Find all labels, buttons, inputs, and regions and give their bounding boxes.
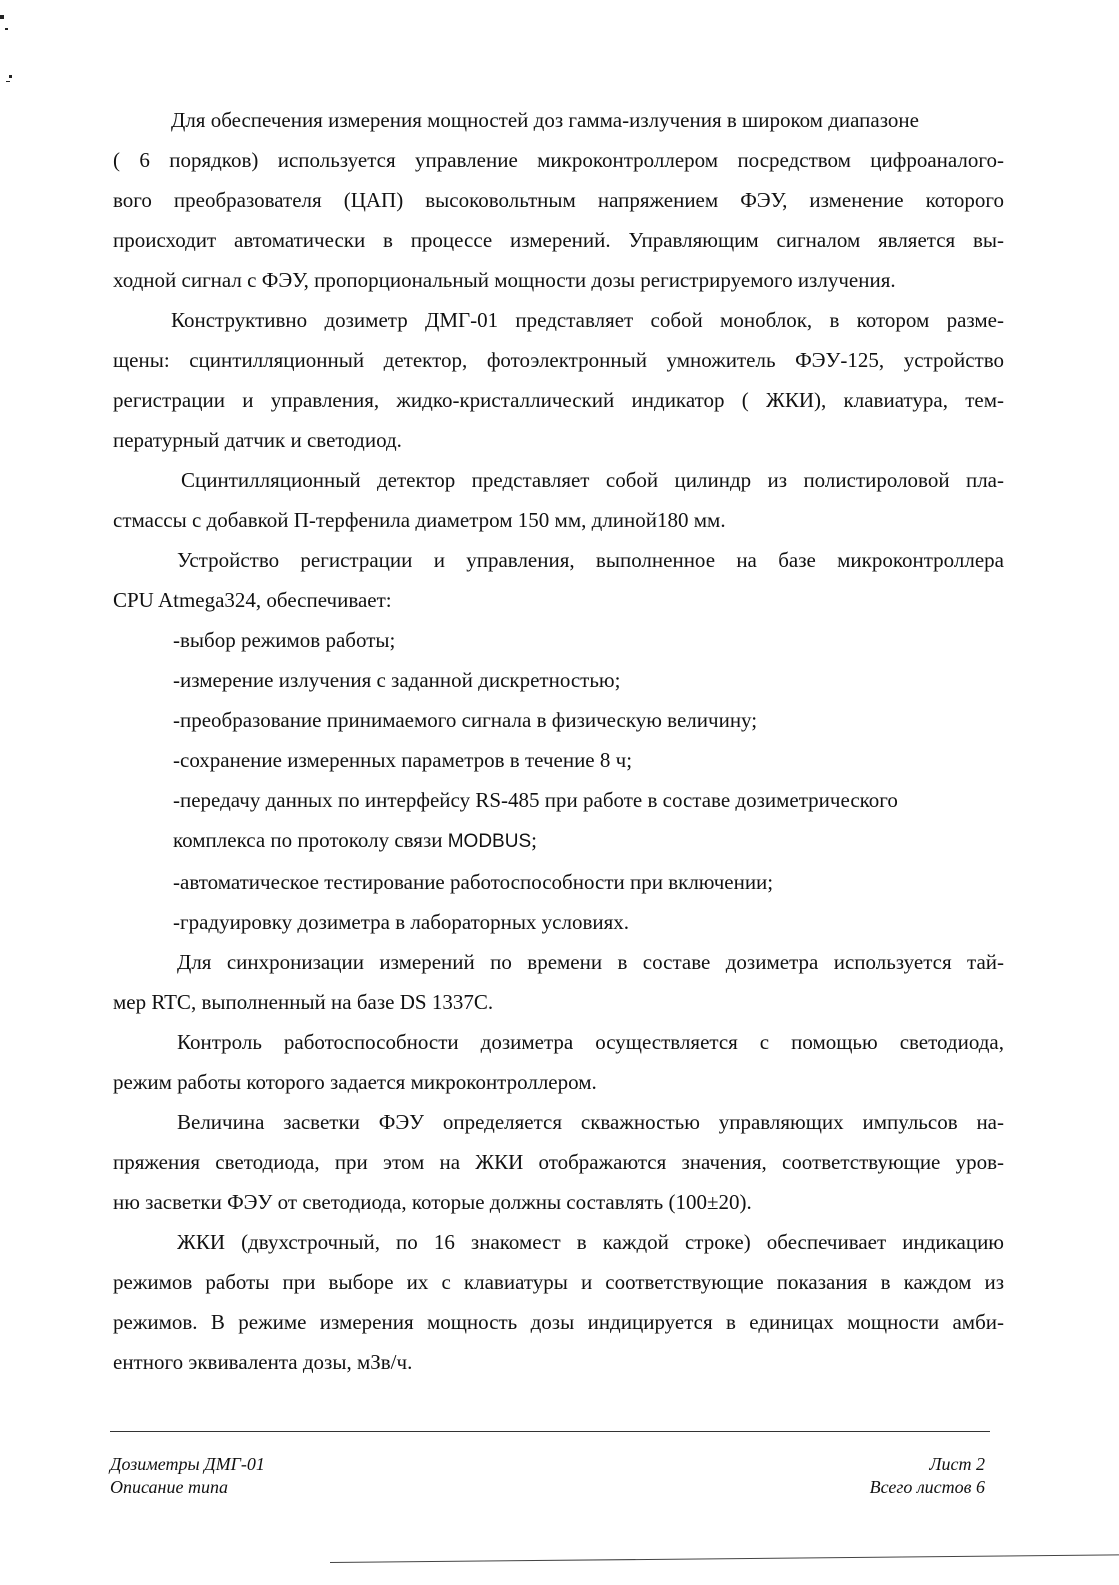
text-line: ( 6 порядков) используется управление микроконтроллером посредством цифроаналого- (113, 148, 1004, 172)
paragraph-rtc (113, 942, 1004, 1022)
text-line: Сцинтилляционный детектор представляет собой цилиндр из полистироловой пла- (181, 468, 1004, 492)
scan-artifact (0, 15, 4, 19)
text-line: ентного эквивалента дозы, мЗв/ч. (113, 1350, 413, 1374)
list-item: -преобразование принимаемого сигнала в физическую величину; (173, 708, 758, 732)
list-item-text: -передачу данных по интерфейсу RS-485 при работе в составе дозиметрического (173, 788, 898, 812)
text-line: Устройство регистрации и управления, выполненное на базе микроконтроллера (177, 548, 1004, 572)
paragraph-gamma-range (113, 100, 1004, 300)
text-line: ЖКИ (двухстрочный, по 16 знакомест в каждой строке) обеспечивает индикацию (177, 1230, 1004, 1254)
paragraph-construction (113, 300, 1004, 460)
list-item (113, 780, 1004, 862)
text-line: происходит автоматически в процессе измерений. Управляющим сигналом является вы- (113, 228, 1004, 252)
document-body (113, 100, 1004, 1382)
list-item: -сохранение измеренных параметров в течение 8 ч; (173, 748, 633, 772)
footer-product-name: Дозиметры ДМГ-01 (110, 1454, 265, 1474)
text-line: режимов. В режиме измерения мощность дозы индицируется в единицах мощности амби- (113, 1310, 1004, 1334)
text-line: ходной сигнал с ФЭУ, пропорциональный мощности дозы регистрируемого излучения. (113, 268, 896, 292)
text-line: пряжения светодиода, при этом на ЖКИ отображаются значения, соответствующие уров- (113, 1150, 1004, 1174)
text-line: Конструктивно дозиметр ДМГ-01 представляет собой моноблок, в котором разме- (171, 308, 1004, 332)
paragraph-lcd (113, 1222, 1004, 1382)
text-line: ню засветки ФЭУ от светодиода, которые должны составлять (100±20). (113, 1190, 752, 1214)
protocol-name: MODBUS (447, 831, 532, 852)
text-line: стмассы с добавкой П-терфенила диаметром 150 мм, длиной180 мм. (113, 508, 726, 532)
text-line: Контроль работоспособности дозиметра осуществляется с помощью светодиода, (177, 1030, 1004, 1054)
list-item: -измерение излучения с заданной дискретностью; (173, 668, 621, 692)
text-line: режимов работы при выборе их с клавиатуры и соответствующие показания в каждом из (113, 1270, 1004, 1294)
text-line: регистрации и управления, жидко-кристаллический индикатор ( ЖКИ), клавиатура, тем- (113, 388, 1004, 412)
list-item: -градуировку дозиметра в лабораторных условиях. (173, 910, 630, 934)
text-line: Для обеспечения измерения мощностей доз гамма-излучения в широком диапазоне (171, 108, 919, 132)
text-line: вого преобразователя (ЦАП) высоковольтным напряжением ФЭУ, изменение которого (113, 188, 1004, 212)
text-line: режим работы которого задается микроконтроллером. (113, 1070, 597, 1094)
footer-sheet-number: Лист 2 (929, 1454, 985, 1474)
continuation-suffix: ; (531, 828, 537, 852)
paragraph-detector (113, 460, 1004, 540)
scan-artifact (5, 28, 8, 30)
footer-document-title (110, 1453, 265, 1499)
footer-divider (110, 1431, 990, 1432)
footer-document-type: Описание типа (110, 1477, 228, 1497)
scan-artifact (9, 75, 12, 78)
text-line: щены: сцинтилляционный детектор, фотоэлектронный умножитель ФЭУ-125, устройство (113, 348, 1004, 372)
paragraph-control-unit (113, 540, 1004, 620)
list-item: -автоматическое тестирование работоспособности при включении; (173, 870, 774, 894)
text-line: CPU Atmega324, обеспечивает: (113, 588, 392, 612)
continuation-prefix: комплекса по протоколу связи (173, 828, 448, 852)
paragraph-illumination (113, 1102, 1004, 1222)
text-line: Величина засветки ФЭУ определяется скважностью управляющих импульсов на- (177, 1110, 1004, 1134)
list-item-continuation (173, 820, 1004, 862)
scan-artifact-line (330, 1554, 1119, 1563)
text-line: пературный датчик и светодиод. (113, 428, 402, 452)
list-item: -выбор режимов работы; (173, 628, 396, 652)
footer-page-info (870, 1453, 985, 1499)
text-line: мер RTC, выполненный на базе DS 1337C. (113, 990, 494, 1014)
paragraph-self-test (113, 1022, 1004, 1102)
text-line: Для синхронизации измерений по времени в составе дозиметра используется тай- (177, 950, 1004, 974)
scan-artifact (6, 81, 10, 82)
functions-list (113, 620, 1004, 942)
footer-total-sheets: Всего листов 6 (869, 1477, 985, 1497)
